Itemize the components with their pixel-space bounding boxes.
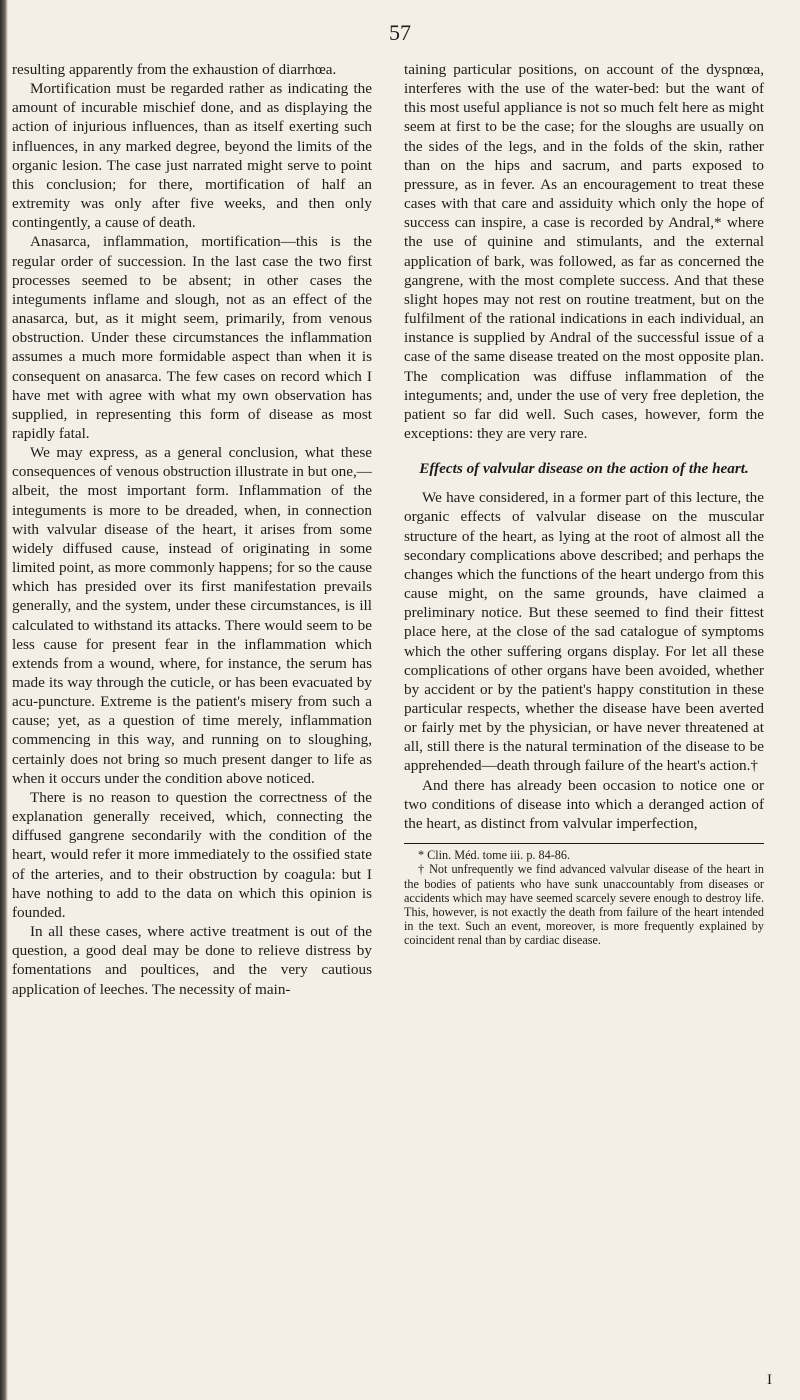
- footnote: † Not unfrequently we find advanced valvular disease of the heart in the bodies of patients who have sunk unaccountably from diseases or accidents which may have seemed scarcely severe enough to destroy life. This, however, is not exactly the death from failure of the heart intended in the text. Such an event, moreover, is more frequently explained by coincident renal than by cardiac disease.: [404, 862, 764, 948]
- footnotes: [404, 848, 764, 947]
- signature-mark: I: [767, 1372, 772, 1388]
- right-paragraph: We have considered, in a former part of this lecture, the organic effects of valvular disease on the muscular structure of the heart, as lying at the root of almost all the secondary complications above described; and perhaps the changes which the functions of the heart undergo from this cause might, on the same grounds, have claimed a preliminary notice. But these seemed to find their fittest place here, at the close of the sad catalogue of symptoms which the other suffering organs display. For let all these complications of other organs have been avoided, whether by accident or by the patient's happy constitution in these particular respects, whether the disease have been averted or fairly met by the physician, or have never threatened at all, still there is the natural termination of the disease to be apprehended—death through failure of the heart's action.†: [404, 489, 764, 775]
- left-column: [12, 60, 372, 999]
- right-paragraph: taining particular positions, on account of the dyspnœa, interferes with the use of the water-bed: but the want of this most useful appliance is not so much felt here as might seem at first to be the case; for the sloughs are usually on the sides of the legs, and in the folds of the skin, rather than on the hips and sacrum, and parts exposed to pressure, as in fever. As an encouragement to treat these cases with that care and assiduity which only the hope of success can inspire, a case is recorded by Andral,* where the use of quinine and stimulants, and the external application of bark, was followed, as far as concerned the gangrene, with the most complete success. And that these slight hopes may not rest on routine treatment, but on the fulfilment of the rational indications in each individual, an instance is supplied by Andral of the successful issue of a case of the same disease treated on the most opposite plan. The complication was diffuse inflammation of the integuments; and, under the use of very free depletion, the patient so far did well. Such cases, however, form the exceptions: they are very rare.: [404, 61, 764, 442]
- section-heading: Effects of valvular disease on the action of the heart.: [419, 460, 749, 478]
- left-paragraph: Anasarca, inflammation, mortification—this is the regular order of succession. In the last case the two first processes seemed to be absent; in other cases the integuments inflame and slough, not as an effect of the anasarca, but, as it might seem, primarily, from venous obstruction. Under these circumstances the inflammation assumes a much more formidable aspect than when it is consequent on anasarca. The few cases on record which I have met with agree with what my own observation has supplied, in representing this form of disease as most rapidly fatal.: [12, 233, 372, 442]
- left-paragraph: Mortification must be regarded rather as indicating the amount of incurable mischief done, and as displaying the action of injurious influences, than as itself exerting such influences, in any marked degree, beyond the limits of the organic lesion. The case just narrated might serve to point this conclusion; for there, mortification of half an extremity was only after five weeks, and then only contingently, a cause of death.: [12, 80, 372, 232]
- left-paragraph: We may express, as a general conclusion, what these consequences of venous obstruction illustrate in but one,—albeit, the most important form. Inflammation of the integuments is more to be dreaded, when, in connection with valvular disease of the heart, it arises from some widely diffused cause, instead of originating in some limited point, as more commonly happens; for so the cause which has presided over its first manifestation prevails generally, and the system, under these circumstances, is ill calculated to withstand its attacks. There would seem to be less cause for present fear in the inflammation which extends from a wound, where, for instance, the serum has made its way through the cuticle, or has been evacuated by acu-puncture. Extreme is the patient's misery from such a cause; yet, as a question of time merely, inflammation commencing in this way, and running on to sloughing, certainly does not bring so much present danger to life as when it occurs under the condition above noticed.: [12, 444, 372, 787]
- left-paragraph: resulting apparently from the exhaustion of diarrhœa.: [12, 61, 337, 78]
- left-paragraph: There is no reason to question the correctness of the explanation generally received, which, connecting the diffused gangrene secondarily with the condition of the heart, would refer it more immediately to the ossified state of the arteries, and to their obstruction by coagula: but I have nothing to add to the data on which this opinion is founded.: [12, 788, 372, 921]
- footnote-rule: [404, 843, 764, 844]
- footnote: * Clin. Méd. tome iii. p. 84-86.: [418, 848, 570, 863]
- right-column: [404, 60, 764, 948]
- binding-edge: [0, 0, 8, 1400]
- page-number: 57: [389, 20, 411, 45]
- left-paragraph: In all these cases, where active treatment is out of the question, a good deal may be done to relieve distress by fomentations and poultices, and the very cautious application of leeches. The necessity of main-: [12, 923, 372, 998]
- right-paragraph: And there has already been occasion to notice one or two conditions of disease into which a deranged action of the heart, as distinct from valvular imperfection,: [404, 776, 764, 832]
